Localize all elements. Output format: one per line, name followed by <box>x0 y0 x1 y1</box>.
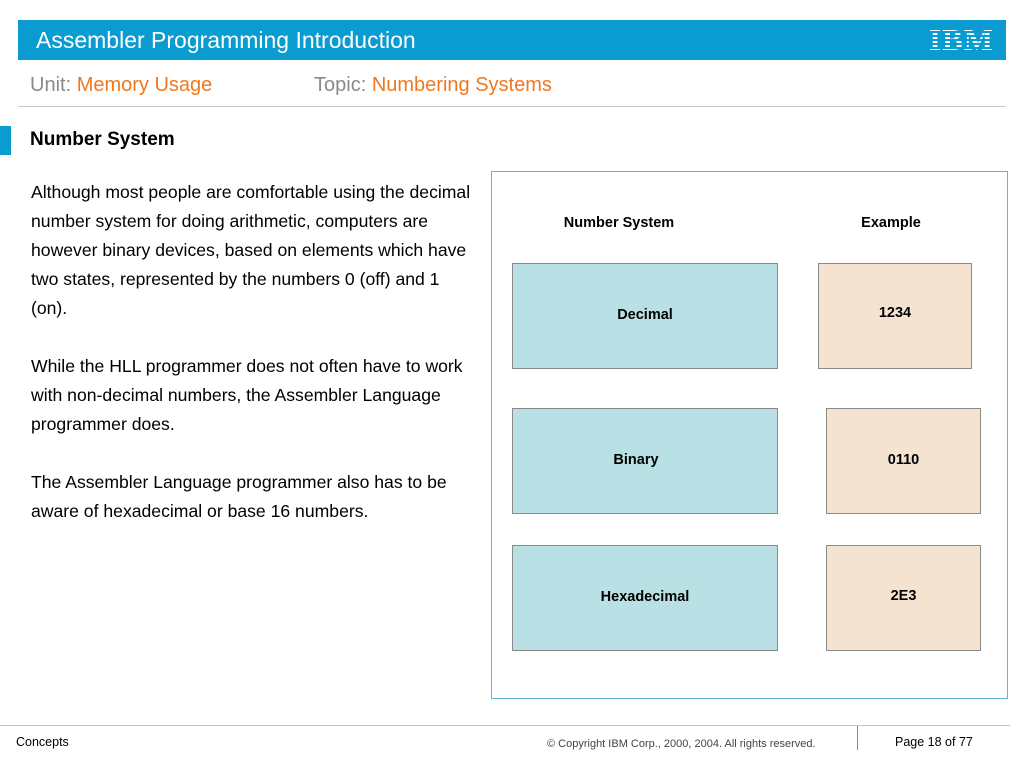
section-accent-bar <box>0 126 11 155</box>
header-divider <box>18 106 1006 107</box>
example-box-binary <box>826 408 981 514</box>
body-text <box>31 178 477 555</box>
paragraph-1: Although most people are comfortable using the decimal number system for doing arithmetic, computers are however binary devices, based on elements which have two states, represented by the numbers 0 (off) and 1 (on). <box>31 182 471 318</box>
column-header-example: Example <box>861 215 921 231</box>
ibm-logo: IBM <box>929 22 994 57</box>
system-box-decimal <box>512 263 778 369</box>
paragraph-2: While the HLL programmer does not often have to work with non-decimal numbers, the Assembler Language programmer does. <box>31 356 463 434</box>
example-value-hexadecimal: 2E3 <box>890 588 917 604</box>
system-box-binary <box>512 408 778 514</box>
topic-label: Topic: <box>314 74 367 96</box>
presentation-title: Assembler Programming Introduction <box>36 27 416 53</box>
example-box-hexadecimal <box>826 545 981 651</box>
example-value-binary: 0110 <box>887 452 920 468</box>
example-value-decimal: 1234 <box>878 305 912 321</box>
footer-divider <box>0 725 1010 726</box>
footer-copyright: © Copyright IBM Corp., 2000, 2004. All rights reserved. <box>547 738 816 750</box>
example-box-decimal <box>818 263 972 369</box>
topic-line <box>314 72 552 98</box>
system-label-decimal: Decimal <box>617 307 673 323</box>
unit-line <box>30 72 212 98</box>
number-system-diagram <box>491 171 1008 699</box>
system-label-binary: Binary <box>613 452 659 468</box>
section-title: Number System <box>30 129 175 150</box>
unit-label: Unit: <box>30 74 72 96</box>
footer-section-label: Concepts <box>16 735 69 749</box>
system-label-hexadecimal: Hexadecimal <box>600 589 690 605</box>
footer-separator <box>857 726 858 750</box>
system-box-hexadecimal <box>512 545 778 651</box>
column-header-system: Number System <box>563 215 675 231</box>
topic-value: Numbering Systems <box>371 74 552 96</box>
unit-value: Memory Usage <box>76 74 213 96</box>
footer-page-number: Page 18 of 77 <box>895 735 973 749</box>
paragraph-3: The Assembler Language programmer also has to be aware of hexadecimal or base 16 numbers. <box>31 472 447 521</box>
title-bar <box>18 20 1006 60</box>
